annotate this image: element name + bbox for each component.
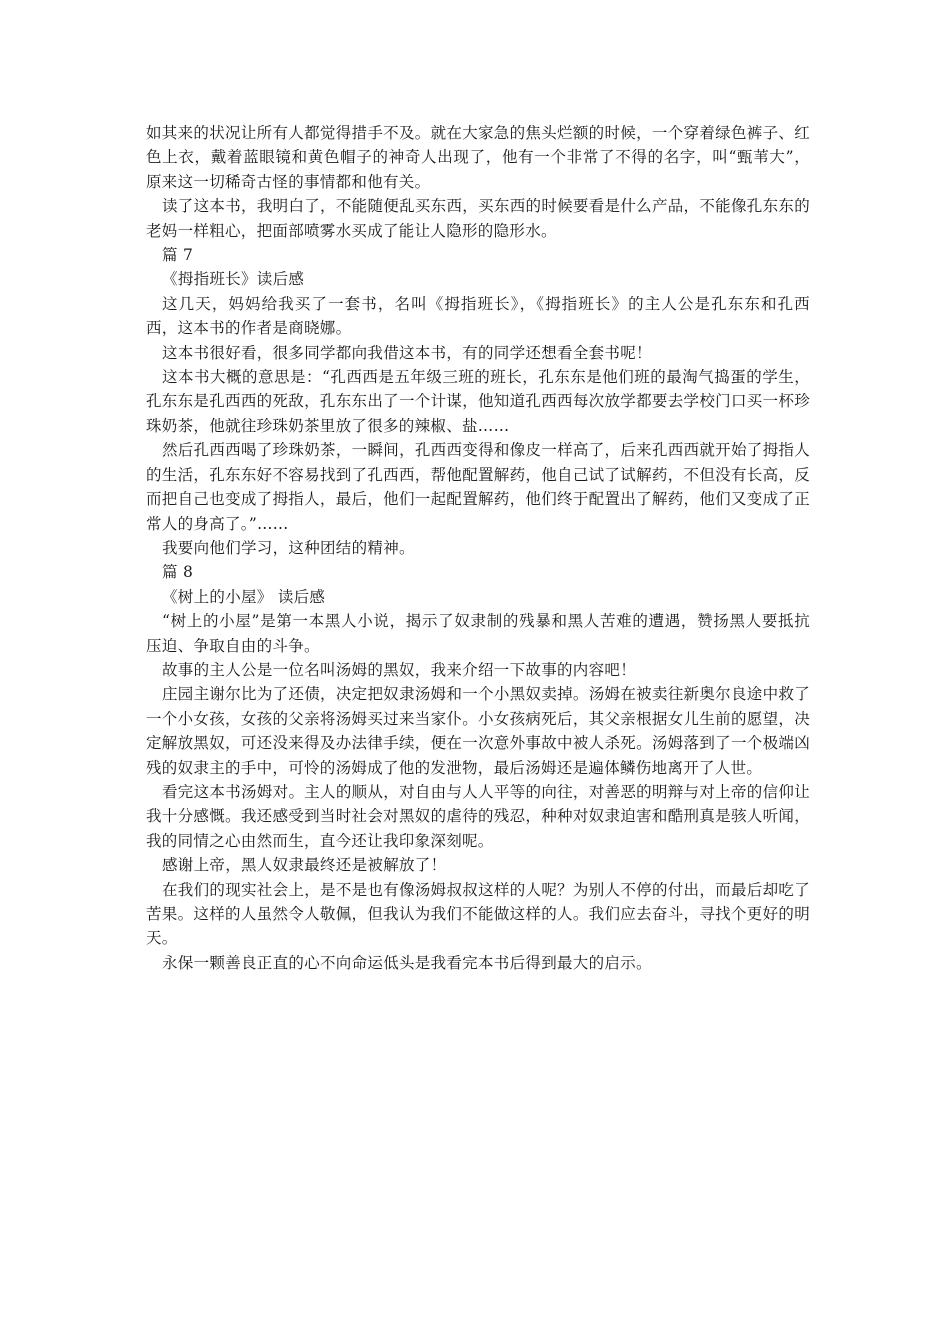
section-title-8: 《树上的小屋》 读后感 <box>162 587 326 606</box>
section-title-7: 《拇指班长》读后感 <box>162 270 305 289</box>
section-label-7: 篇 7 <box>162 246 194 265</box>
paragraph-reflection: 读了这本书，我明白了，不能随便乱买东西，买东西的时候要看是什么产品，不能像孔东东的老妈一样粗心，把面部喷雾水买成了能让人隐形的隐形水。 <box>146 197 810 240</box>
paragraph-intro-continuation: 如其来的状况让所有人都觉得措手不及。就在大家急的焦头烂额的时候，一个穿着绿色裤子、红色上衣，戴着蓝眼镜和黄色帽子的神奇人出现了，他有一个非常了不得的名字，叫“甄苇大”，原来这一切稀奇古怪的事情都和他有关。 <box>146 124 810 191</box>
paragraph: 这几天，妈妈给我买了一套书，名叫《拇指班长》，《拇指班长》的主人公是孔东东和孔西西，这本书的作者是商晓娜。 <box>146 294 810 338</box>
paragraph: “树上的小屋”是第一本黑人小说，揭示了奴隶制的残暴和黑人苦难的遭遇，赞扬黑人要抵抗压迫、争取自由的斗争。 <box>146 612 810 655</box>
document-body <box>146 121 810 975</box>
paragraph: 我要向他们学习，这种团结的精神。 <box>162 538 415 557</box>
paragraph: 故事的主人公是一位名叫汤姆的黑奴，我来介绍一下故事的内容吧！ <box>162 660 637 679</box>
paragraph: 感谢上帝，黑人奴隶最终还是被解放了！ <box>162 856 447 875</box>
paragraph: 看完这本书汤姆对。主人的顺从，对自由与人人平等的向往，对善恶的明辩与对上帝的信仰让我十分感慨。我还感受到当时社会对黑奴的虐待的残忍，种种对奴隶迫害和酷刑真是骇人听闻，我的同情之心由然而生，直今还让我印象深刻呢。 <box>146 782 810 850</box>
paragraph: 庄园主谢尔比为了还债，决定把奴隶汤姆和一个小黑奴卖掉。汤姆在被卖往新奥尔良途中救了一个小女孩，女孩的父亲将汤姆买过来当家仆。小女孩病死后，其父亲根据女儿生前的愿望，决定解放黑奴，可还没来得及办法律手续，便在一次意外事故中被人杀死。汤姆落到了一个极端凶残的奴隶主的手中，可怜的汤姆成了他的发泄物，最后汤姆还是遍体鳞伤地离开了人世。 <box>146 685 810 777</box>
paragraph: 在我们的现实社会上，是不是也有像汤姆叔叔这样的人呢？为别人不停的付出，而最后却吃了苦果。这样的人虽然令人敬佩，但我认为我们不能做这样的人。我们应去奋斗，寻找个更好的明天。 <box>146 880 810 948</box>
paragraph: 这本书很好看，很多同学都向我借这本书，有的同学还想看全套书呢！ <box>162 343 652 362</box>
paragraph: 这本书大概的意思是：“孔西西是五年级三班的班长，孔东东是他们班的最淘气捣蛋的学生，孔东东是孔西西的死敌，孔东东出了一个计谋，他知道孔西西每次放学都要去学校门口买一杯珍珠奶茶，他就往珍珠奶茶里放了很多的辣椒、盐…… <box>146 368 810 435</box>
paragraph: 永保一颗善良正直的心不向命运低头是我看完本书后得到最大的启示。 <box>162 953 652 972</box>
paragraph: 然后孔西西喝了珍珠奶茶，一瞬间，孔西西变得和像皮一样高了，后来孔西西就开始了拇指人的生活，孔东东好不容易找到了孔西西，帮他配置解药，他自己试了试解药，不但没有长高，反而把自己也变成了拇指人，最后，他们一起配置解药，他们终于配置出了解药，他们又变成了正常人的身高了。”...... <box>146 441 810 533</box>
section-label-8: 篇 8 <box>162 563 194 582</box>
